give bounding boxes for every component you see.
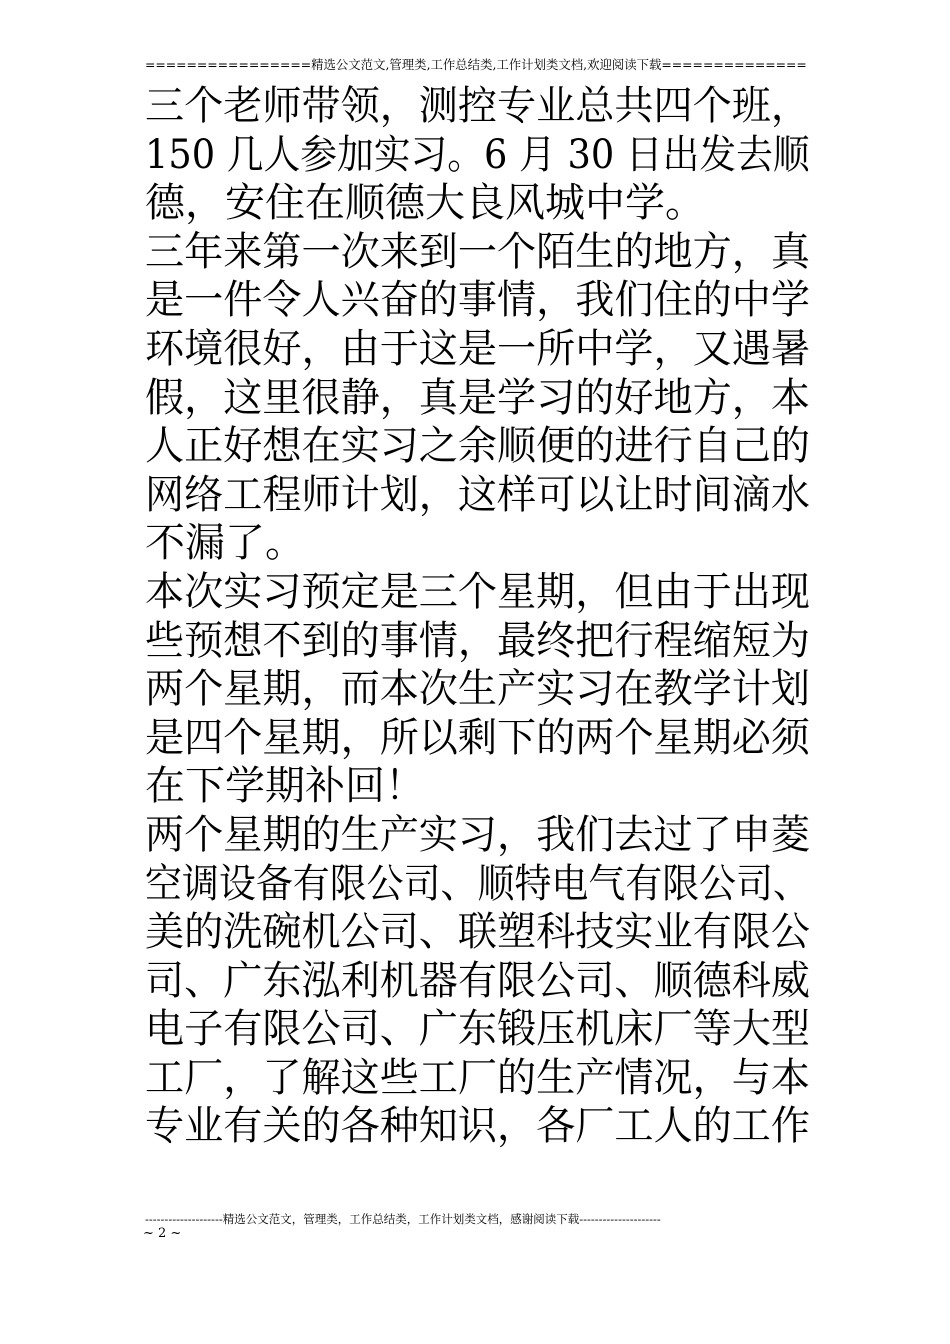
body-line: 两个星期的生产实习，我们去过了申菱 (145, 811, 810, 858)
body-line: 空调设备有限公司、顺特电气有限公司、 (145, 860, 810, 907)
body-line: 工厂，了解这些工厂的生产情况，与本 (145, 1054, 810, 1101)
page-footer: --------------------精选公文范文，管理类，工作总结类，工作计划类文档，感谢阅读下载--------------------- (145, 1212, 661, 1226)
body-line: 些预想不到的事情，最终把行程缩短为 (145, 617, 810, 664)
body-line: 人正好想在实习之余顺便的进行自己的 (145, 423, 810, 470)
body-line: 环境很好，由于这是一所中学，又遇暑 (145, 325, 810, 372)
body-line: 三年来第一次来到一个陌生的地方，真 (145, 228, 810, 275)
body-line: 三个老师带领，测控专业总共四个班， (145, 83, 810, 129)
body-line: 150 几人参加实习。6 月 30 日出发去顺 (145, 131, 810, 178)
body-line: 在下学期补回！ (145, 763, 425, 810)
body-line: 不漏了。 (145, 520, 305, 567)
document-body (145, 82, 810, 1151)
body-line: 是一件令人兴奋的事情，我们住的中学 (145, 277, 810, 324)
page-header: ================精选公文范文,管理类,工作总结类,工作计划类文档,欢迎阅读下载============== (145, 57, 807, 72)
body-line: 电子有限公司、广东锻压机床厂等大型 (145, 1006, 810, 1053)
body-line: 美的洗碗机公司、联塑科技实业有限公 (145, 909, 810, 956)
body-line: 两个星期，而本次生产实习在教学计划 (145, 666, 810, 713)
body-line: 是四个星期，所以剩下的两个星期必须 (145, 714, 810, 761)
body-line: 专业有关的各种知识，各厂工人的工作 (145, 1103, 810, 1150)
body-line: 网络工程师计划，这样可以让时间滴水 (145, 471, 810, 518)
page-number: ~ 2 ~ (143, 1226, 182, 1241)
body-line: 德，安住在顺德大良风城中学。 (145, 180, 705, 227)
body-line: 本次实习预定是三个星期，但由于出现 (145, 568, 810, 615)
body-line: 假，这里很静，真是学习的好地方，本 (145, 374, 810, 421)
body-line: 司、广东泓利机器有限公司、顺德科威 (145, 957, 810, 1004)
